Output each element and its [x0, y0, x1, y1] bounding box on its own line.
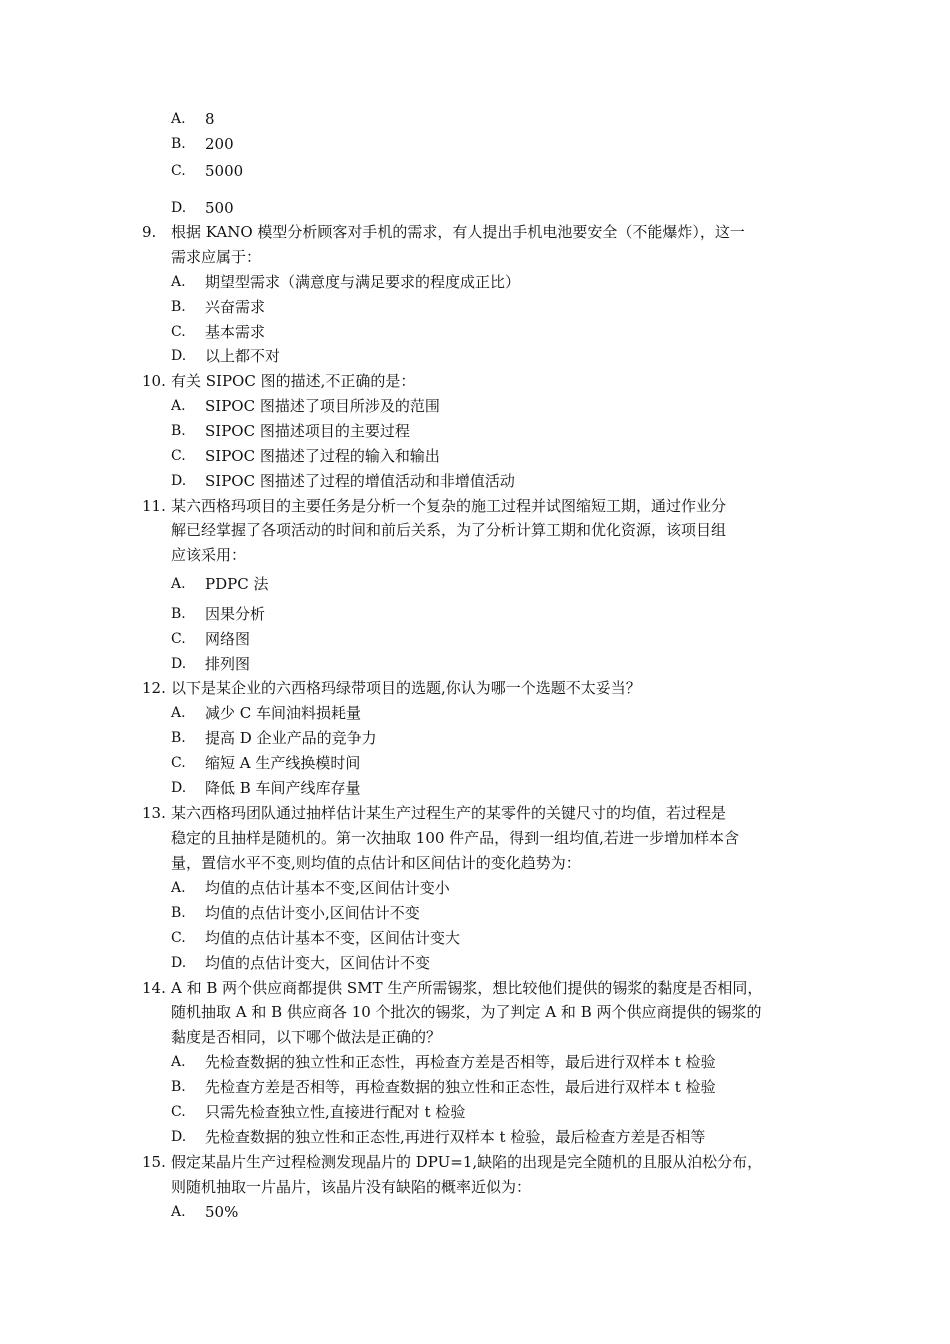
question-number: 11.	[142, 497, 166, 515]
option-text: 均值的点估计变小,区间估计不变	[205, 904, 420, 922]
question-text-line: 需求应属于：	[171, 248, 262, 266]
option-text: 只需先检查独立性,直接进行配对 t 检验	[205, 1103, 466, 1121]
option-letter: B.	[171, 423, 186, 439]
option-letter: C.	[171, 163, 186, 179]
question-text-line: 假定某晶片生产过程检测发现晶片的 DPU=1,缺陷的出现是完全随机的且服从泊松分布，	[171, 1153, 763, 1171]
option-letter: A.	[171, 1054, 186, 1070]
option-letter: C.	[171, 1104, 186, 1120]
option-letter: C.	[171, 631, 186, 647]
question-text-line: 以下是某企业的六西格玛绿带项目的选题,你认为哪一个选题不太妥当？	[171, 679, 641, 697]
question-number: 12.	[142, 679, 166, 697]
question-text-line: 则随机抽取一片晶片，该晶片没有缺陷的概率近似为：	[171, 1178, 532, 1196]
option-letter: A.	[171, 274, 186, 290]
question-text-line: 随机抽取 A 和 B 供应商各 10 个批次的锡浆，为了判定 A 和 B 两个供应商提供的锡浆的	[171, 1003, 762, 1021]
option-text: 200	[205, 135, 234, 153]
option-letter: A.	[171, 398, 186, 414]
question-text-line: 某六西格玛项目的主要任务是分析一个复杂的施工过程并试图缩短工期，通过作业分	[171, 497, 727, 515]
option-letter: A.	[171, 111, 186, 127]
option-text: 均值的点估计基本不变，区间估计变大	[205, 929, 461, 947]
option-letter: D.	[171, 955, 187, 971]
option-text: 基本需求	[205, 323, 266, 341]
question-text-line: 某六西格玛团队通过抽样估计某生产过程生产的某零件的关键尺寸的均值，若过程是	[171, 804, 727, 822]
option-text: 网络图	[205, 630, 251, 648]
option-text: SIPOC 图描述了过程的增值活动和非增值活动	[205, 472, 515, 490]
option-text: 先检查数据的独立性和正态性，再检查方差是否相等，最后进行双样本 t 检验	[205, 1053, 716, 1071]
question-number: 15.	[142, 1153, 166, 1171]
question-number: 10.	[142, 372, 166, 390]
option-letter: D.	[171, 780, 187, 796]
option-text: 5000	[205, 162, 244, 180]
option-letter: A.	[171, 880, 186, 896]
option-letter: B.	[171, 730, 186, 746]
option-text: SIPOC 图描述了项目所涉及的范围	[205, 397, 440, 415]
question-text-line: 有关 SIPOC 图的描述,不正确的是：	[171, 372, 416, 390]
option-text: 均值的点估计基本不变,区间估计变小	[205, 879, 450, 897]
option-letter: A.	[171, 705, 186, 721]
question-number: 13.	[142, 804, 166, 822]
question-text-line: 解已经掌握了各项活动的时间和前后关系，为了分析计算工期和优化资源，该项目组	[171, 521, 727, 539]
option-letter: B.	[171, 905, 186, 921]
option-letter: B.	[171, 299, 186, 315]
option-text: 均值的点估计变大，区间估计不变	[205, 954, 431, 972]
option-text: 排列图	[205, 655, 251, 673]
option-text: PDPC 法	[205, 575, 269, 593]
option-letter: D.	[171, 200, 187, 216]
option-letter: B.	[171, 136, 186, 152]
option-letter: C.	[171, 448, 186, 464]
option-letter: B.	[171, 1079, 186, 1095]
option-text: 兴奋需求	[205, 298, 266, 316]
option-letter: A.	[171, 576, 186, 592]
option-letter: D.	[171, 1129, 187, 1145]
option-text: 先检查数据的独立性和正态性,再进行双样本 t 检验，最后检查方差是否相等	[205, 1128, 706, 1146]
option-text: 缩短 A 生产线换模时间	[205, 754, 361, 772]
option-letter: C.	[171, 755, 186, 771]
question-number: 14.	[142, 979, 166, 997]
question-text-line: 根据 KANO 模型分析顾客对手机的需求，有人提出手机电池要安全（不能爆炸），这一	[171, 223, 745, 241]
option-text: 50%	[205, 1203, 239, 1221]
question-text-line: 稳定的且抽样是随机的。第一次抽取 100 件产品，得到一组均值,若进一步增加样本含	[171, 829, 739, 847]
question-text-line: 黏度是否相同，以下哪个做法是正确的？	[171, 1028, 442, 1046]
option-letter: C.	[171, 324, 186, 340]
option-text: 以上都不对	[205, 347, 281, 365]
question-number: 9.	[142, 223, 157, 241]
option-text: 500	[205, 199, 234, 217]
option-text: 8	[205, 110, 215, 128]
option-text: 减少 C 车间油料损耗量	[205, 704, 362, 722]
option-text: SIPOC 图描述了过程的输入和输出	[205, 447, 440, 465]
option-letter: B.	[171, 606, 186, 622]
option-letter: C.	[171, 930, 186, 946]
question-text-line: 应该采用：	[171, 546, 247, 564]
option-text: 因果分析	[205, 605, 266, 623]
option-text: 提高 D 企业产品的竞争力	[205, 729, 377, 747]
option-letter: D.	[171, 348, 187, 364]
option-text: 先检查方差是否相等，再检查数据的独立性和正态性，最后进行双样本 t 检验	[205, 1078, 716, 1096]
question-text-line: A 和 B 两个供应商都提供 SMT 生产所需锡浆，想比较他们提供的锡浆的黏度是否相同，	[171, 979, 763, 997]
option-text: 降低 B 车间产线库存量	[205, 779, 361, 797]
question-text-line: 量，置信水平不变,则均值的点估计和区间估计的变化趋势为：	[171, 854, 581, 872]
option-text: 期望型需求（满意度与满足要求的程度成正比）	[205, 273, 521, 291]
option-text: SIPOC 图描述项目的主要过程	[205, 422, 410, 440]
option-letter: D.	[171, 473, 187, 489]
option-letter: A.	[171, 1204, 186, 1220]
option-letter: D.	[171, 656, 187, 672]
